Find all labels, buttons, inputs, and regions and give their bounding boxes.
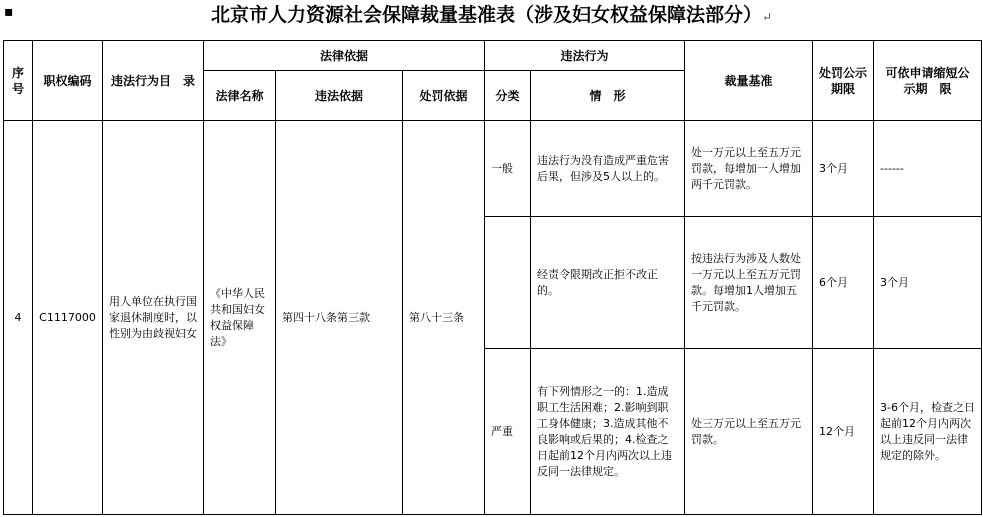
header-standard: 裁量基准 [685,41,813,121]
header-circumstance: 情 形 [531,71,685,121]
table-row [4,121,982,217]
row3-category: 严重 [485,349,531,515]
header-law-name: 法律名称 [204,71,276,121]
paragraph-mark: ↵ [761,10,773,24]
row2-category [485,217,531,349]
record-violation-basis: 第四十八条第三款 [276,121,403,515]
header-seq: 序号 [4,41,33,121]
header-catalog: 违法行为目 录 [103,41,204,121]
page-title [0,2,983,30]
row2-standard: 按违法行为涉及人数处一万元以上至五万元罚款。每增加1人增加五千元罚款。 [685,217,813,349]
record-catalog: 用人单位在执行国家退休制度时，以性别为由歧视妇女 [103,121,204,515]
title-text: 北京市人力资源社会保障裁量基准表（涉及妇女权益保障法部分） [210,4,762,26]
header-disclosure-period: 处罚公示期限 [813,41,874,121]
record-seq: 4 [4,121,33,515]
row3-standard: 处三万元以上至五万元罚款。 [685,349,813,515]
record-code: C1117000 [33,121,103,515]
row2-disclosure: 6个月 [813,217,874,349]
row1-disclosure: 3个月 [813,121,874,217]
row3-disclosure: 12个月 [813,349,874,515]
header-violation: 违法行为 [485,41,685,71]
header-penalty-basis: 处罚依据 [403,71,485,121]
row2-shorten: 3个月 [874,217,982,349]
header-shorten-period: 可依申请缩短公示期 限 [874,41,982,121]
row1-standard: 处一万元以上至五万元罚款，每增加一人增加两千元罚款。 [685,121,813,217]
bullet-mark: ▪ [4,4,14,20]
header-category: 分类 [485,71,531,121]
row3-shorten: 3-6个月，检查之日起前12个月内两次以上违反同一法律规定的除外。 [874,349,982,515]
row1-shorten: ------ [874,121,982,217]
row2-circumstance: 经责令限期改正拒不改正的。 [531,217,685,349]
header-code: 职权编码 [33,41,103,121]
header-row-1 [4,41,982,71]
record-law-name: 《中华人民共和国妇女权益保障法》 [204,121,276,515]
standards-table [3,40,982,515]
row3-circumstance: 有下列情形之一的：1.造成职工生活困难；2.影响到职工身体健康；3.造成其他不良影响或后果的；4.检查之日起前12个月内两次以上违反同一法律规定。 [531,349,685,515]
header-violation-basis: 违法依据 [276,71,403,121]
header-legal-basis: 法律依据 [204,41,485,71]
row1-circumstance: 违法行为没有造成严重危害后果，但涉及5人以上的。 [531,121,685,217]
record-penalty-basis: 第八十三条 [403,121,485,515]
row1-category: 一般 [485,121,531,217]
